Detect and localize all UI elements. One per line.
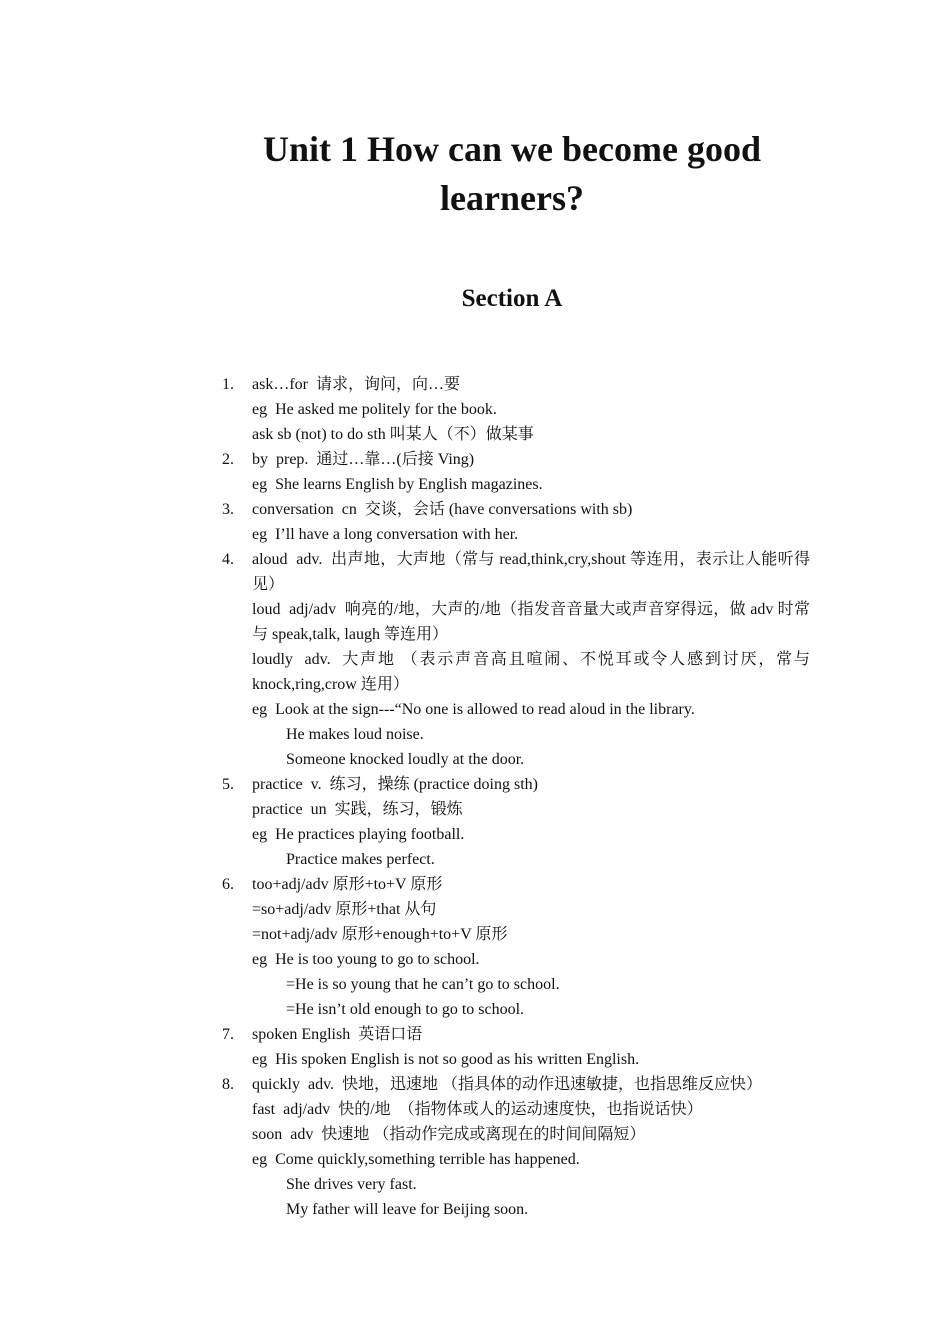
entry-line: soon adv 快速地 （指动作完成或离现在的时间间隔短）: [252, 1126, 646, 1143]
list-item: [222, 772, 810, 872]
entry-line: loudly adv. 大声地 （表示声音高且喧闹、不悦耳或令人感到讨厌，常与 knock,ring,crow 连用）: [252, 651, 814, 693]
item-number: 5.: [222, 776, 234, 793]
item-number: 3.: [222, 501, 234, 518]
item-number: 4.: [222, 551, 234, 568]
example-sentence: =He is so young that he can’t go to school.: [286, 976, 560, 993]
section-heading: Section A: [461, 285, 563, 312]
entry-line: quickly adv. 快地，迅速地 （指具体的动作迅速敏捷，也指思维反应快）: [252, 1076, 763, 1093]
entry-line: spoken English 英语口语: [252, 1026, 423, 1043]
title-line-1: Unit 1 How can we become good: [263, 129, 761, 169]
list-item: [222, 497, 810, 547]
entry-line: conversation cn 交谈，会话 (have conversations with sb): [252, 501, 633, 518]
entry-line: eg He is too young to go to school.: [252, 951, 480, 968]
example-sentence: My father will leave for Beijing soon.: [286, 1201, 529, 1218]
list-item: [222, 872, 810, 1022]
entry-line: practice v. 练习，操练 (practice doing sth): [252, 776, 538, 793]
title-line-2: learners?: [440, 178, 584, 218]
example-sentence: He makes loud noise.: [286, 726, 424, 743]
example-sentence: She drives very fast.: [286, 1176, 417, 1193]
entry-line: eg I’ll have a long conversation with her.: [252, 526, 519, 543]
list-item: [222, 1022, 810, 1072]
entry-line: eg Look at the sign---“No one is allowed to read aloud in the library.: [252, 701, 695, 718]
entry-line: loud adj/adv 响亮的/地，大声的/地（指发音音量大或声音穿得远，做 adv 时常与 speak,talk, laugh 等连用）: [252, 601, 810, 643]
item-number: 2.: [222, 451, 234, 468]
vocabulary-list: [222, 372, 814, 1222]
entry-line: ask sb (not) to do sth 叫某人（不）做某事: [252, 426, 534, 443]
example-sentence: Practice makes perfect.: [286, 851, 435, 868]
list-item: [222, 1072, 810, 1222]
item-number: 6.: [222, 876, 234, 893]
entry-line: ask…for 请求，询问，向…要: [252, 376, 460, 393]
entry-line: =so+adj/adv 原形+that 从句: [252, 901, 437, 918]
list-item: [222, 547, 814, 772]
page-title: [0, 125, 950, 223]
entry-line: eg His spoken English is not so good as his written English.: [252, 1051, 640, 1068]
example-sentence: =He isn’t old enough to go to school.: [286, 1001, 525, 1018]
entry-line: practice un 实践，练习，锻炼: [252, 801, 463, 818]
entry-line: eg He practices playing football.: [252, 826, 465, 843]
entry-line: eg Come quickly,something terrible has happened.: [252, 1151, 580, 1168]
example-sentence: Someone knocked loudly at the door.: [286, 751, 525, 768]
item-number: 7.: [222, 1026, 234, 1043]
item-number: 1.: [222, 376, 234, 393]
list-item: [222, 447, 810, 497]
entry-line: too+adj/adv 原形+to+V 原形: [252, 876, 443, 893]
entry-line: by prep. 通过…靠…(后接 Ving): [252, 451, 475, 468]
item-number: 8.: [222, 1076, 234, 1093]
entry-line: fast adj/adv 快的/地 （指物体或人的运动速度快，也指说话快）: [252, 1101, 703, 1118]
list-item: [222, 372, 810, 447]
entry-line: eg She learns English by English magazines.: [252, 476, 543, 493]
entry-line: aloud adv. 出声地，大声地（常与 read,think,cry,shout 等连用，表示让人能听得见）: [252, 551, 810, 593]
entry-line: =not+adj/adv 原形+enough+to+V 原形: [252, 926, 508, 943]
entry-line: eg He asked me politely for the book.: [252, 401, 497, 418]
